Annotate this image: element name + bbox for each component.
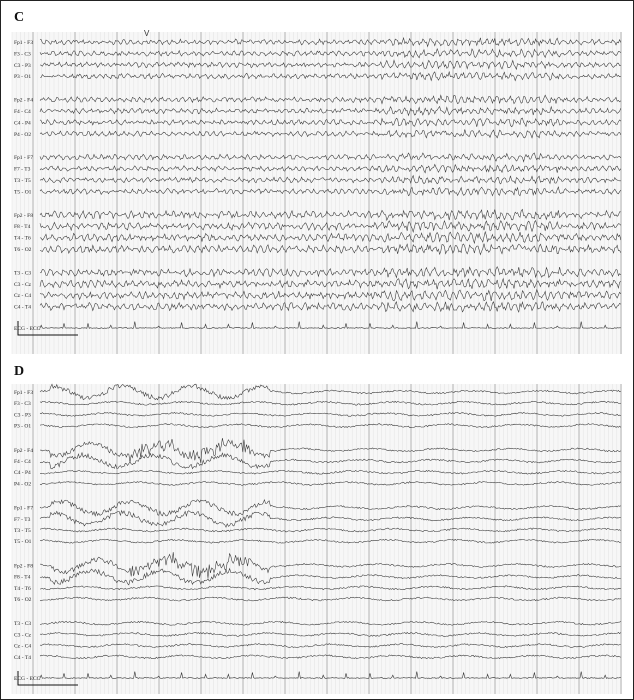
channel-label: ECG - ECG xyxy=(14,676,41,682)
channel-label: Fp2 - F4 xyxy=(14,447,33,454)
channel-label: F7 - T3 xyxy=(14,166,31,173)
channel-label: Cz - C4 xyxy=(14,293,32,300)
channel-label: F3 - C3 xyxy=(14,51,31,58)
channel-label: F8 - T4 xyxy=(14,224,31,231)
channel-label: Fp1 - F7 xyxy=(14,505,33,512)
channel-label: Fp2 - F8 xyxy=(14,563,33,570)
channel-label: P3 - O1 xyxy=(14,423,32,430)
channel-label: T3 - C3 xyxy=(14,270,32,277)
channel-label: Cz - C4 xyxy=(14,643,32,650)
panel-d-letter: D xyxy=(14,364,25,379)
channel-label: C4 - T4 xyxy=(14,654,32,661)
channel-label: C3 - P3 xyxy=(14,62,31,69)
channel-label: C4 - T4 xyxy=(14,304,32,311)
channel-label: F3 - C3 xyxy=(14,401,31,408)
channel-label: T5 - O1 xyxy=(14,189,32,196)
channel-label: Fp2 - F4 xyxy=(14,97,33,104)
channel-label: P4 - O2 xyxy=(14,131,32,138)
channel-label: T6 - O2 xyxy=(14,597,32,603)
channel-label: Fp1 - F3 xyxy=(14,40,33,46)
channel-label: F7 - T3 xyxy=(14,516,31,523)
channel-label: C4 - P4 xyxy=(14,120,31,127)
channel-label: F4 - C4 xyxy=(14,459,31,465)
channel-label: T3 - T5 xyxy=(14,178,31,184)
channel-label: T4 - T6 xyxy=(14,585,31,592)
channel-label: C3 - P3 xyxy=(14,412,31,419)
channel-label: Fp1 - F7 xyxy=(14,155,33,162)
eeg-panel-d xyxy=(0,380,634,698)
channel-label: C3 - Cz xyxy=(14,281,32,288)
channel-label: T4 - T6 xyxy=(14,235,31,242)
channel-label: T5 - O1 xyxy=(14,539,32,546)
channel-label: C4 - P4 xyxy=(14,470,31,477)
channel-label: Fp1 - F3 xyxy=(14,390,33,396)
channel-label: T3 - T5 xyxy=(14,528,31,534)
event-marker: V xyxy=(144,29,150,38)
channel-label: Fp2 - F8 xyxy=(14,212,33,219)
channel-label: ECG - ECG xyxy=(14,326,41,332)
channel-label: T3 - C3 xyxy=(14,621,32,628)
channel-label: F4 - C4 xyxy=(14,109,31,115)
eeg-panel-c xyxy=(0,28,634,358)
channel-label: P4 - O2 xyxy=(14,481,32,488)
trace-area xyxy=(12,384,622,694)
channel-label: P3 - O1 xyxy=(14,74,32,81)
panel-c-letter: C xyxy=(14,10,25,25)
channel-label: T6 - O2 xyxy=(14,247,32,253)
channel-label: F8 - T4 xyxy=(14,574,31,581)
channel-label: C3 - Cz xyxy=(14,632,32,639)
